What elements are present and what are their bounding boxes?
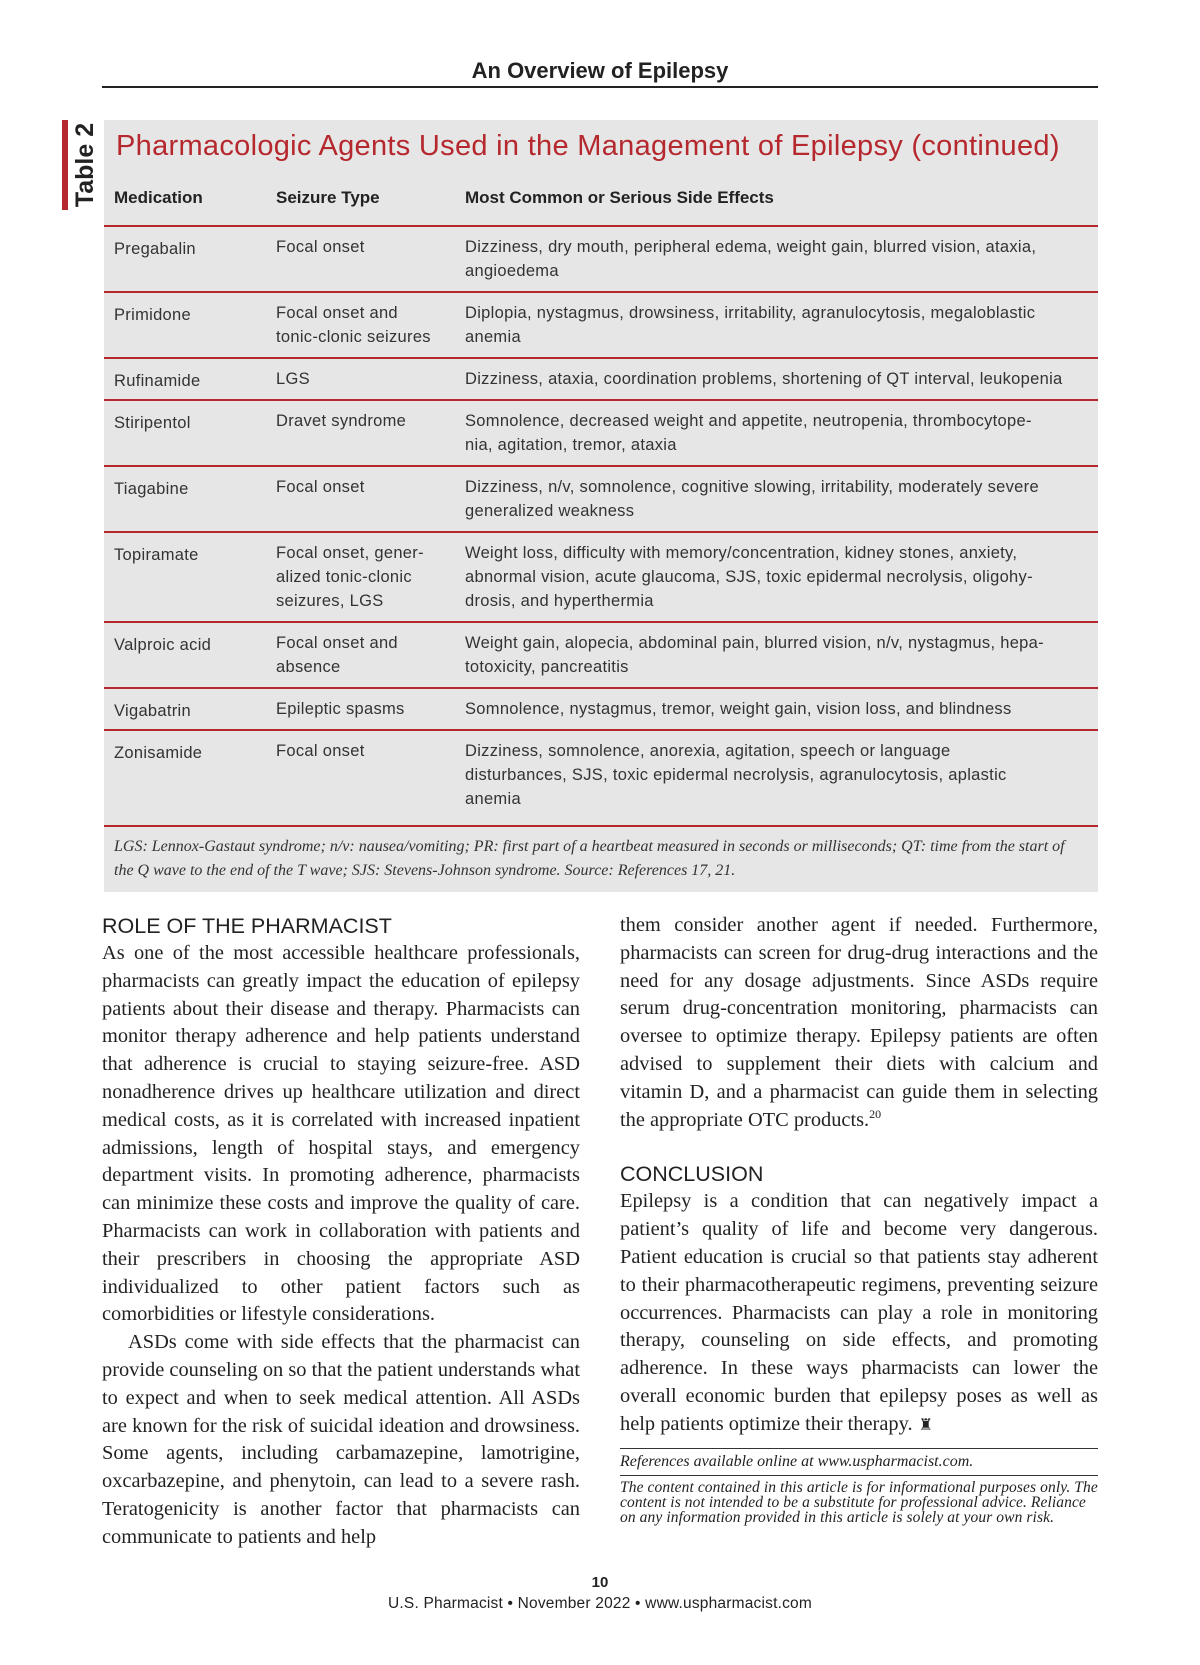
cell-seizure-type-line: seizures, LGS bbox=[276, 592, 384, 610]
cell-side-effects bbox=[465, 409, 1087, 457]
table-title: Pharmacologic Agents Used in the Management of Epilepsy (continued) bbox=[116, 130, 1060, 162]
cell-medication: Pregabalin bbox=[114, 240, 196, 258]
cell-side-effects-line: drosis, and hyperthermia bbox=[465, 592, 654, 610]
publication-footer: U.S. Pharmacist • November 2022 • www.uspharmacist.com bbox=[388, 1595, 812, 1612]
cell-seizure-type-line: Dravet syndrome bbox=[276, 412, 407, 430]
disclaimer-text: The content contained in this article is for informational purposes only. The content is not intended to be a substitute for professional advice. Reliance on any information provided in this article is solely at your own risk. bbox=[620, 1478, 1098, 1526]
table-footnote: LGS: Lennox-Gastaut syndrome; n/v: nausea/vomiting; PR: first part of a heartbeat measured in seconds or milliseconds; QT: time from the start of the Q wave to the end of the T wave; SJS: Stevens-Johnson syndrome. Source: References 17, 21. bbox=[114, 838, 1065, 879]
table-row bbox=[104, 357, 1098, 399]
cell-side-effects bbox=[465, 541, 1087, 613]
cell-seizure-type bbox=[276, 409, 456, 433]
cell-seizure-type-line: tonic-clonic seizures bbox=[276, 328, 431, 346]
paragraph-conclusion bbox=[620, 1188, 1098, 1439]
cell-seizure-type-line: Focal onset bbox=[276, 238, 365, 256]
cell-seizure-type bbox=[276, 739, 456, 763]
table-row bbox=[104, 465, 1098, 531]
cell-side-effects-line: anemia bbox=[465, 790, 521, 808]
paragraph-conclusion-text: Epilepsy is a condition that can negatively impact a patient’s quality of life and become very dangerous. Patient education is crucial so that patients stay adherent to their pharmacotherapeutic regimens, preventing seizure occurrences. Pharmacists can play a role in monitoring therapy, counseling on side effects, and promoting adherence. In these ways pharmacists can lower the overall economic burden that epilepsy poses as well as help patients optimize their therapy. bbox=[620, 1190, 1098, 1435]
cell-side-effects bbox=[465, 235, 1087, 283]
paragraph-role-2-text: them consider another agent if needed. Furthermore, pharmacists can screen for drug-drug interactions and the need for any dosage adjustments. Since ASDs require serum drug-concentration monitoring, pharmacists can oversee to optimize therapy. Epilepsy patients are often advised to supplement their diets with calcium and vitamin D, and a pharmacist can guide them in selecting the appropriate OTC products. bbox=[620, 914, 1098, 1131]
cell-seizure-type bbox=[276, 301, 456, 349]
table-row bbox=[104, 687, 1098, 729]
cell-side-effects-line: Weight gain, alopecia, abdominal pain, blurred vision, n/v, nystagmus, hepa- bbox=[465, 634, 1044, 652]
paragraph-role-2-continued bbox=[620, 912, 1098, 1134]
section-heading-conclusion: CONCLUSION bbox=[620, 1162, 764, 1187]
cell-seizure-type bbox=[276, 541, 456, 613]
cell-side-effects-line: angioedema bbox=[465, 262, 559, 280]
running-head-title: An Overview of Epilepsy bbox=[471, 58, 729, 83]
cell-medication: Tiagabine bbox=[114, 480, 189, 498]
paragraph-role-2-start: ASDs come with side effects that the pharmacist can provide counseling on so that the patient understands what to expect and when to seek medical attention. All ASDs are known for the risk of suicidal ideation and drowsiness. Some agents, including carbamazepine, lamotrigine, oxcarbazepine, and phenytoin, can lead to a severe rash. Teratogenicity is another factor that pharmacists can communicate to patients and help bbox=[102, 1331, 580, 1548]
column-header-side-effects: Most Common or Serious Side Effects bbox=[465, 188, 774, 207]
cell-medication: Primidone bbox=[114, 306, 191, 324]
table-row bbox=[104, 399, 1098, 465]
cell-side-effects-line: Diplopia, nystagmus, drowsiness, irritability, agranulocytosis, megaloblastic bbox=[465, 304, 1036, 322]
table-row bbox=[104, 291, 1098, 357]
section-heading-role-of-pharmacist: ROLE OF THE PHARMACIST bbox=[102, 914, 392, 938]
cell-seizure-type-line: Focal onset, gener- bbox=[276, 544, 424, 562]
references-note: References available online at www.uspharmacist.com. bbox=[620, 1452, 974, 1470]
header-rule bbox=[102, 86, 1098, 88]
cell-side-effects-line: abnormal vision, acute glaucoma, SJS, toxic epidermal necrolysis, oligohy- bbox=[465, 568, 1033, 586]
table-row bbox=[104, 225, 1098, 291]
cell-side-effects-line: Dizziness, n/v, somnolence, cognitive slowing, irritability, moderately severe bbox=[465, 478, 1039, 496]
cell-side-effects bbox=[465, 631, 1087, 679]
column-header-seizure-type: Seizure Type bbox=[276, 188, 380, 207]
cell-seizure-type-line: Focal onset bbox=[276, 478, 365, 496]
drug-table bbox=[104, 120, 1098, 892]
cell-seizure-type-line: LGS bbox=[276, 370, 310, 388]
table-row bbox=[104, 531, 1098, 621]
cell-side-effects-line: Somnolence, decreased weight and appetite, neutropenia, thrombocytope- bbox=[465, 412, 1032, 430]
article-column-left bbox=[102, 912, 580, 1552]
paragraph-role-1: As one of the most accessible healthcare professionals, pharmacists can greatly impact the education of epilepsy patients about their disease and therapy. Pharmacists can monitor therapy adherence and help patients understand that adherence is crucial to staying seizure-free. ASD nonadherence drives up healthcare utilization and direct medical costs, as it is correlated with increased inpatient admissions, length of hospital stays, and emergency department visits. In promoting adherence, pharmacists can minimize these costs and improve the quality of care. Pharmacists can work in collaboration with patients and their prescribers in choosing the appropriate ASD individualized to other patient factors such as comorbidities or lifestyle considerations. bbox=[102, 942, 580, 1326]
table-tab-accent-bar bbox=[62, 120, 68, 210]
table-row bbox=[104, 621, 1098, 687]
cell-side-effects-line: Dizziness, ataxia, coordination problems, shortening of QT interval, leukopenia bbox=[465, 370, 1063, 388]
cell-medication: Stiripentol bbox=[114, 414, 191, 432]
reference-superscript: 20 bbox=[869, 1106, 882, 1121]
cell-side-effects-line: Dizziness, somnolence, anorexia, agitation, speech or language bbox=[465, 742, 951, 760]
cell-seizure-type-line: Focal onset and bbox=[276, 634, 398, 652]
cell-side-effects bbox=[465, 475, 1087, 523]
cell-seizure-type-line: alized tonic-clonic bbox=[276, 568, 412, 586]
cell-side-effects bbox=[465, 697, 1087, 721]
page-number: 10 bbox=[591, 1574, 609, 1591]
cell-seizure-type-line: Focal onset bbox=[276, 742, 365, 760]
cell-side-effects bbox=[465, 739, 1087, 811]
cell-seizure-type-line: absence bbox=[276, 658, 341, 676]
table-row bbox=[104, 729, 1098, 819]
end-of-article-icon: ♜ bbox=[918, 1416, 933, 1434]
cell-seizure-type bbox=[276, 631, 456, 679]
cell-seizure-type bbox=[276, 697, 456, 721]
cell-medication: Rufinamide bbox=[114, 372, 201, 390]
cell-side-effects-line: generalized weakness bbox=[465, 502, 635, 520]
cell-side-effects bbox=[465, 367, 1087, 391]
table-tab bbox=[62, 120, 99, 210]
cell-side-effects-line: nia, agitation, tremor, ataxia bbox=[465, 436, 677, 454]
cell-seizure-type bbox=[276, 475, 456, 499]
cell-side-effects-line: anemia bbox=[465, 328, 521, 346]
cell-seizure-type bbox=[276, 367, 456, 391]
table-tab-label: Table 2 bbox=[71, 122, 99, 208]
cell-side-effects-line: totoxicity, pancreatitis bbox=[465, 658, 629, 676]
cell-medication: Topiramate bbox=[114, 546, 199, 564]
cell-side-effects-line: disturbances, SJS, toxic epidermal necrolysis, agranulocytosis, aplastic bbox=[465, 766, 1007, 784]
table-note-rule bbox=[104, 825, 1098, 827]
cell-side-effects-line: Weight loss, difficulty with memory/concentration, kidney stones, anxiety, bbox=[465, 544, 1018, 562]
cell-side-effects-line: Somnolence, nystagmus, tremor, weight gain, vision loss, and blindness bbox=[465, 700, 1012, 718]
cell-side-effects-line: Dizziness, dry mouth, peripheral edema, weight gain, blurred vision, ataxia, bbox=[465, 238, 1037, 256]
cell-medication: Vigabatrin bbox=[114, 702, 192, 720]
article-column-right bbox=[620, 912, 1098, 1525]
column-header-medication: Medication bbox=[114, 188, 203, 207]
cell-side-effects bbox=[465, 301, 1087, 349]
table-body bbox=[104, 225, 1098, 819]
cell-medication: Zonisamide bbox=[114, 744, 203, 762]
cell-seizure-type bbox=[276, 235, 456, 259]
cell-seizure-type-line: Epileptic spasms bbox=[276, 700, 405, 718]
cell-seizure-type-line: Focal onset and bbox=[276, 304, 398, 322]
cell-medication: Valproic acid bbox=[114, 636, 212, 654]
